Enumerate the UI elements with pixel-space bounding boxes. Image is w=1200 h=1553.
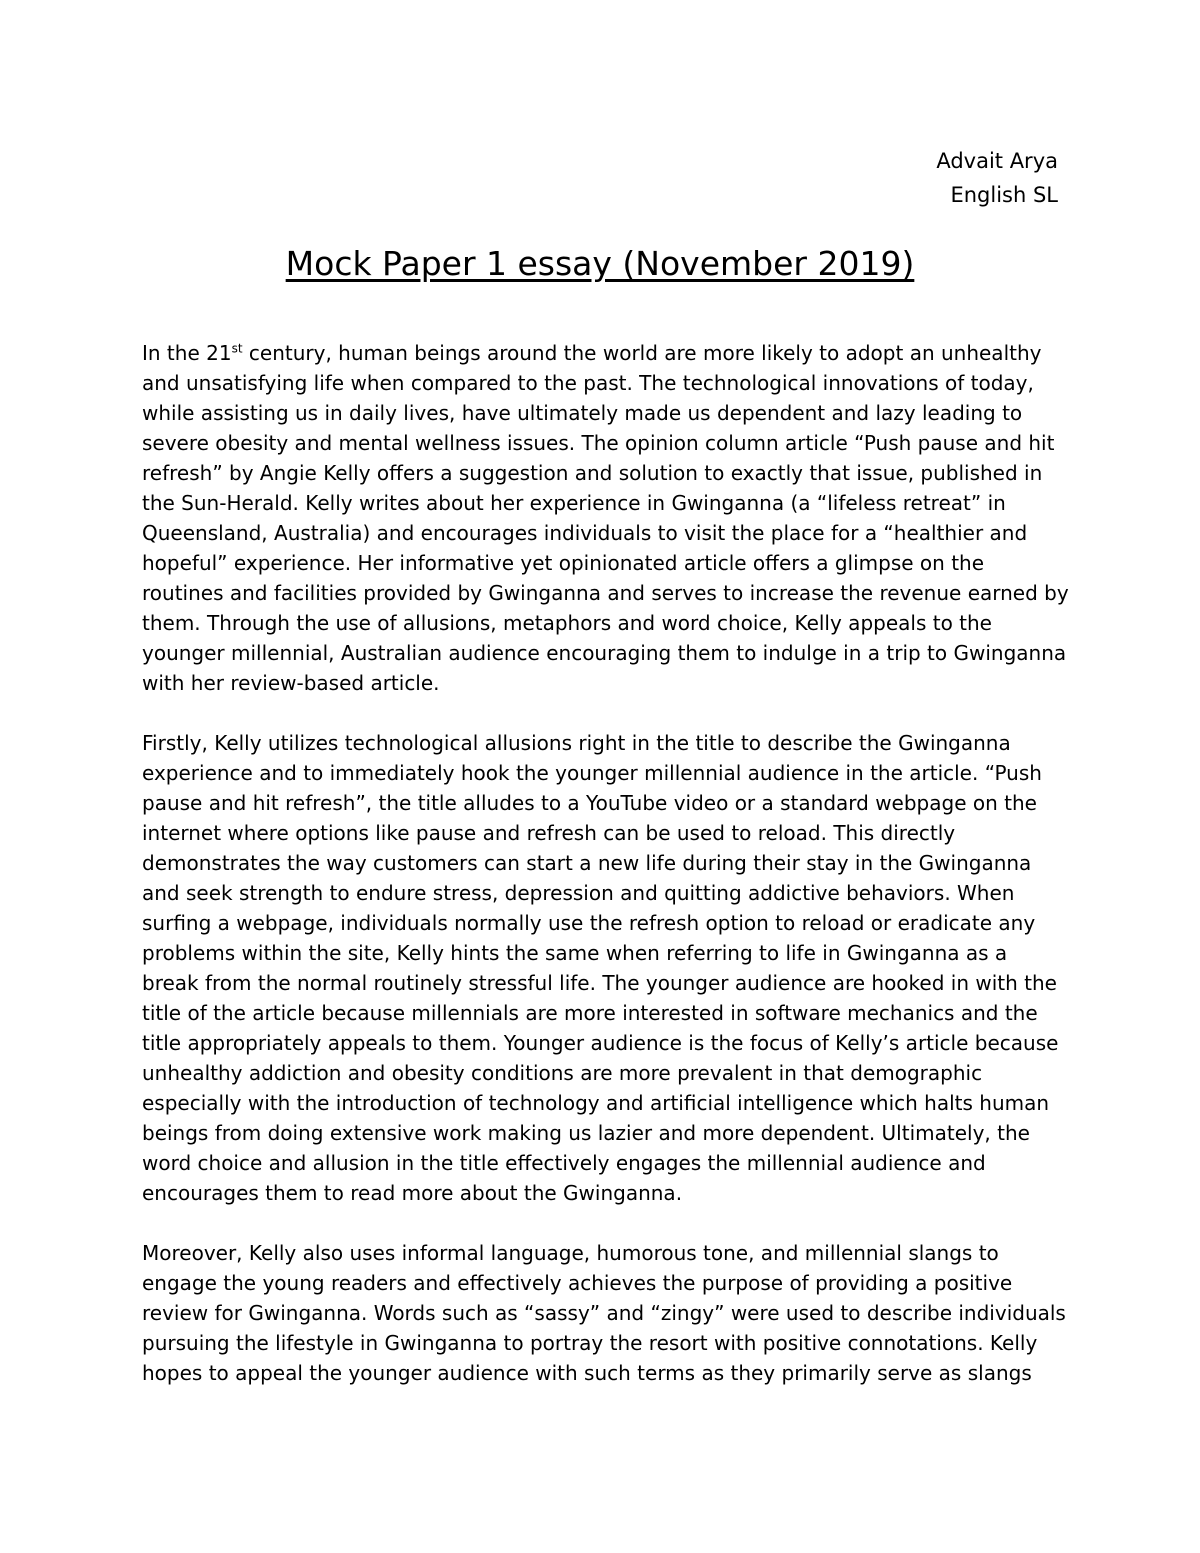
paragraph-line: hopeful” experience. Her informative yet opinionated article offers a glimpse on the [142, 551, 985, 575]
paragraph-line: surfing a webpage, individuals normally use the refresh option to reload or eradicate any [142, 911, 1036, 935]
paragraph-line: the Sun-Herald. Kelly writes about her experience in Gwinganna (a “lifeless retreat” in [142, 491, 1006, 515]
paragraph-line: engage the young readers and effectively achieves the purpose of providing a positive [142, 1271, 1013, 1295]
paragraph-line: internet where options like pause and refresh can be used to reload. This directly [142, 821, 956, 845]
paragraph-line: routines and facilities provided by Gwinganna and serves to increase the revenue earned by [142, 581, 1069, 605]
paragraph-line: and seek strength to endure stress, depression and quitting addictive behaviors. When [142, 881, 1015, 905]
ordinal-superscript: st [231, 341, 243, 356]
paragraph-line: refresh” by Angie Kelly offers a suggestion and solution to exactly that issue, published in [142, 461, 1043, 485]
paragraph-line: them. Through the use of allusions, metaphors and word choice, Kelly appeals to the [142, 611, 992, 635]
paragraph-line: younger millennial, Australian audience encouraging them to indulge in a trip to Gwinganna [142, 641, 1067, 665]
line-text-start: In the 21 [142, 341, 232, 365]
paragraph-line: while assisting us in daily lives, have ultimately made us dependent and lazy leading to [142, 401, 1023, 425]
paragraph-line: Queensland, Australia) and encourages individuals to visit the place for a “healthier and [142, 521, 1028, 545]
paragraph-1 [142, 338, 1078, 698]
essay-body [142, 338, 1078, 1418]
paragraph-line: word choice and allusion in the title effectively engages the millennial audience and [142, 1151, 986, 1175]
paragraph-line: problems within the site, Kelly hints the same when referring to life in Gwinganna as a [142, 941, 1008, 965]
paragraph-line: with her review-based article. [142, 671, 440, 695]
paragraph-line: experience and to immediately hook the younger millennial audience in the article. “Push [142, 761, 1042, 785]
paragraph-line: severe obesity and mental wellness issues. The opinion column article “Push pause and hit [142, 431, 1055, 455]
paragraph-line: Moreover, Kelly also uses informal language, humorous tone, and millennial slangs to [142, 1241, 999, 1265]
essay-title: Mock Paper 1 essay (November 2019) [285, 244, 915, 283]
paragraph-line: encourages them to read more about the Gwinganna. [142, 1181, 683, 1205]
paragraph-line: especially with the introduction of technology and artificial intelligence which halts human [142, 1091, 1050, 1115]
paragraph-line: demonstrates the way customers can start a new life during their stay in the Gwinganna [142, 851, 1032, 875]
paragraph-line: pause and hit refresh”, the title alludes to a YouTube video or a standard webpage on the [142, 791, 1037, 815]
paragraph-line: break from the normal routinely stressful life. The younger audience are hooked in with the [142, 971, 1057, 995]
paragraph-line [142, 338, 1078, 368]
line-text-end: century, human beings around the world are more likely to adopt an unhealthy [242, 341, 1042, 365]
paragraph-line: review for Gwinganna. Words such as “sassy” and “zingy” were used to describe individuals [142, 1301, 1066, 1325]
paragraph-line: unhealthy addiction and obesity conditions are more prevalent in that demographic [142, 1061, 983, 1085]
paragraph-line: title of the article because millennials are more interested in software mechanics and the [142, 1001, 1038, 1025]
paragraph-line: Firstly, Kelly utilizes technological allusions right in the title to describe the Gwinganna [142, 731, 1011, 755]
course-name: English SL [950, 183, 1058, 207]
author-block [936, 144, 1058, 212]
paragraph-line: and unsatisfying life when compared to the past. The technological innovations of today, [142, 371, 1034, 395]
paragraph-line: hopes to appeal the younger audience with such terms as they primarily serve as slangs [142, 1361, 1032, 1385]
paragraph-line: title appropriately appeals to them. Younger audience is the focus of Kelly’s article because [142, 1031, 1059, 1055]
paragraph-2 [142, 728, 1078, 1208]
paragraph-line: pursuing the lifestyle in Gwinganna to portray the resort with positive connotations. Kelly [142, 1331, 1038, 1355]
paragraph-line: beings from doing extensive work making us lazier and more dependent. Ultimately, the [142, 1121, 1030, 1145]
paragraph-3 [142, 1238, 1078, 1388]
author-name: Advait Arya [936, 149, 1058, 173]
